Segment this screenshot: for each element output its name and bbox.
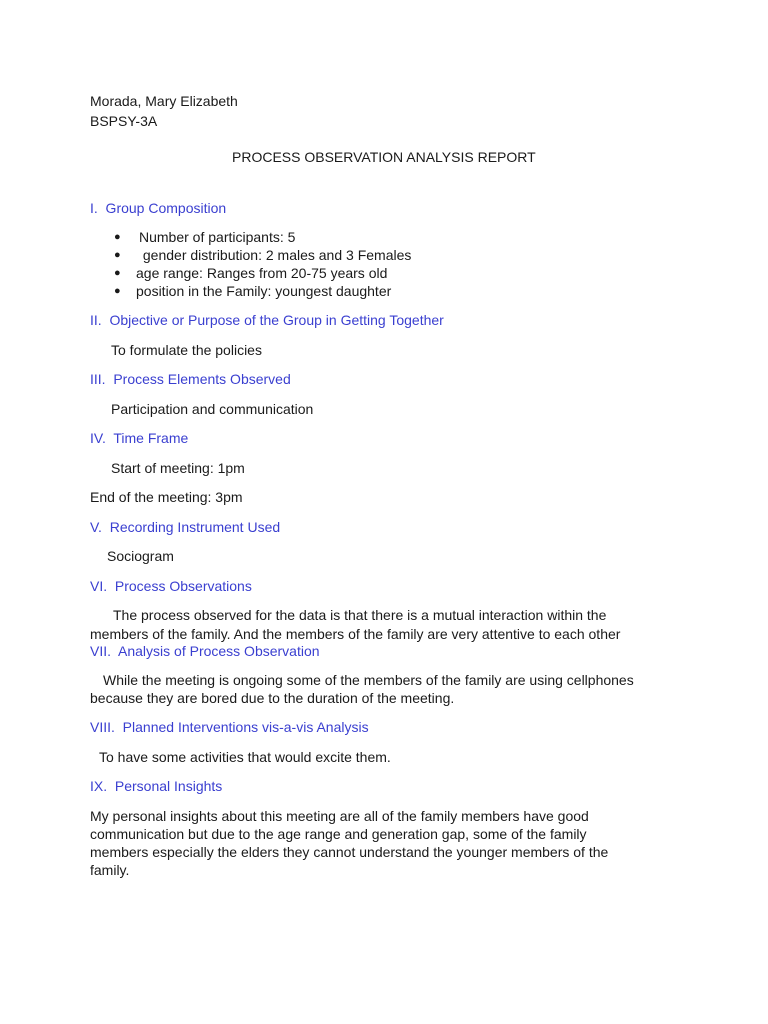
section-7-heading: VII. Analysis of Process Observation: [90, 643, 320, 659]
insights-line-1: My personal insights about this meeting are all of the family members have good: [90, 808, 589, 824]
bullet-icon: ●: [114, 249, 121, 261]
section-2-heading: II. Objective or Purpose of the Group in Getting Together: [90, 312, 444, 328]
bullet-icon: ●: [114, 267, 121, 279]
insights-line-2: communication but due to the age range and generation gap, some of the family: [90, 826, 587, 842]
end-time-text: End of the meeting: 3pm: [90, 489, 243, 505]
list-item: gender distribution: 2 males and 3 Females: [139, 247, 412, 263]
observations-line-1: The process observed for the data is that there is a mutual interaction within the: [113, 607, 607, 623]
report-title: PROCESS OBSERVATION ANALYSIS REPORT: [232, 149, 536, 165]
author-name: Morada, Mary Elizabeth: [90, 93, 238, 109]
section-3-heading: III. Process Elements Observed: [90, 371, 291, 387]
section-9-heading: IX. Personal Insights: [90, 778, 223, 794]
section-4-heading: IV. Time Frame: [90, 430, 189, 446]
insights-line-4: family.: [90, 862, 130, 878]
bullet-icon: ●: [114, 285, 121, 297]
class-section: BSPSY-3A: [90, 113, 158, 129]
elements-text: Participation and communication: [111, 401, 314, 417]
list-item: age range: Ranges from 20-75 years old: [136, 265, 388, 281]
start-time-text: Start of meeting: 1pm: [111, 460, 245, 476]
observations-line-2: members of the family. And the members of the family are very attentive to each other: [90, 626, 621, 642]
objective-text: To formulate the policies: [111, 342, 262, 358]
list-item: position in the Family: youngest daughter: [136, 283, 392, 299]
interventions-text: To have some activities that would excite them.: [99, 749, 391, 765]
instrument-text: Sociogram: [107, 548, 174, 564]
insights-line-3: members especially the elders they cannot understand the younger members of the: [90, 844, 609, 860]
section-5-heading: V. Recording Instrument Used: [90, 519, 281, 535]
section-1-heading: I. Group Composition: [90, 200, 227, 216]
analysis-line-2: because they are bored due to the duration of the meeting.: [90, 690, 455, 706]
section-6-heading: VI. Process Observations: [90, 578, 252, 594]
list-item: Number of participants: 5: [139, 229, 296, 245]
analysis-line-1: While the meeting is ongoing some of the members of the family are using cellphones: [103, 672, 634, 688]
bullet-icon: ●: [114, 231, 121, 243]
section-8-heading: VIII. Planned Interventions vis-a-vis Analysis: [90, 719, 369, 735]
